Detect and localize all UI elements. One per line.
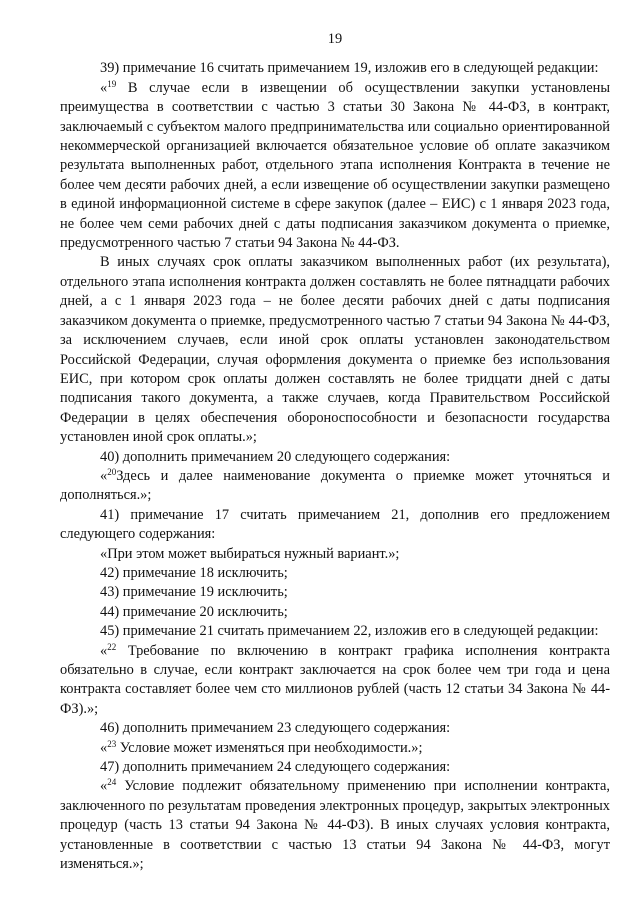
footnote-number: 20 [107,466,117,477]
paragraph-text: 44) примечание 20 исключить; [100,603,288,620]
paragraph [60,545,610,564]
quote-mark: « [100,739,108,756]
footnote-number: 24 [107,777,117,788]
paragraph-text: Здесь и далее наименование документа о приемке может уточняться и дополняться.»; [60,467,610,504]
paragraph [60,564,610,583]
page-number: 19 [327,31,343,47]
footnote-number: 23 [107,738,117,749]
paragraph [60,739,610,758]
paragraph [60,777,610,874]
paragraph-text: 41) примечание 17 считать примечанием 21, дополнив его предложением следующего содержания: [60,506,610,543]
paragraph-text: «При этом может выбираться нужный вариант.»; [100,545,400,562]
paragraph-text: 45) примечание 21 считать примечанием 22, изложив его в следующей редакции: [100,623,599,640]
paragraph [60,448,610,467]
paragraph [60,719,610,738]
quote-mark: « [100,642,108,659]
paragraph-text: 40) дополнить примечанием 20 следующего содержания: [100,448,451,465]
paragraph-text: В случае если в извещении об осуществлении закупки установлены преимущества в соответствии с частью 3 статьи 30 Закона № 44-ФЗ, в контракт, заключаемый с субъектом малого предпринимательства или социально ориентированной некоммерческой организацией включается обязательное условие об оплате заказчиком результата выполненных работ, отдельного этапа исполнения Контракта в течение не более чем десяти рабочих дней, а если извещение об осуществлении закупки размещено в единой информационной системе в сфере закупок (далее – ЕИС) с 1 января 2023 года, не более чем семи рабочих дней с даты подписания заказчиком документа о приемке, предусмотренного частью 7 статьи 94 Закона № 44-ФЗ. [60,79,610,252]
footnote-number: 22 [107,641,117,652]
paragraph [60,253,610,447]
paragraph-text: 47) дополнить примечанием 24 следующего содержания: [100,759,451,776]
paragraph-text: 43) примечание 19 исключить; [100,584,288,601]
quote-mark: « [100,778,108,795]
paragraph [60,583,610,602]
quote-mark: « [100,79,108,96]
paragraph-text: Требование по включению в контракт графика исполнения контракта обязательно в случае, если контракт заключается на срок более чем три года и цена контракта составляет более чем сто миллионов рублей (часть 12 статьи 34 Закона № 44-ФЗ).»; [60,642,610,717]
quote-mark: « [100,467,108,484]
paragraph [60,603,610,622]
paragraph [60,79,610,254]
footnote-number: 19 [107,78,117,89]
paragraph-text: 42) примечание 18 исключить; [100,564,288,581]
paragraph [60,758,610,777]
paragraph [60,467,610,506]
paragraph [60,622,610,641]
paragraph [60,642,610,720]
paragraph-text: В иных случаях срок оплаты заказчиком выполненных работ (их результата), отдельного этапа исполнения контракта должен составлять не более пятнадцати рабочих дней, а с 1 января 2023 года – не более десяти рабочих дней с даты подписания заказчиком документа о приемке, предусмотренного частью 7 статьи 94 Закона № 44-ФЗ, за исключением случаев, если иной срок оплаты установлен законодательством Российской Федерации, случая оформления документа о приемке без использования ЕИС, при котором срок оплаты должен составлять не более тридцати дней с даты подписания такого документа, а также случаев, когда Правительством Российской Федерации в целях обеспечения обороноспособности и безопасности государства установлен иной срок оплаты.»; [60,254,610,446]
paragraph-text: 39) примечание 16 считать примечанием 19, изложив его в следующей редакции: [100,60,599,77]
paragraph-text: 46) дополнить примечанием 23 следующего содержания: [100,720,451,737]
paragraph-text: Условие может изменяться при необходимости.»; [116,739,423,756]
paragraph-text: Условие подлежит обязательному применению при исполнении контракта, заключенного по результатам проведения электронных процедур, закрытых электронных процедур (часть 13 статьи 94 Закона № 44-ФЗ). В иных случаях условия контракта, установленные в соответствии с частью 13 статьи 94 Закона № 44-ФЗ, могут изменяться.»; [60,778,610,873]
paragraph [60,506,610,545]
paragraph [60,59,610,78]
